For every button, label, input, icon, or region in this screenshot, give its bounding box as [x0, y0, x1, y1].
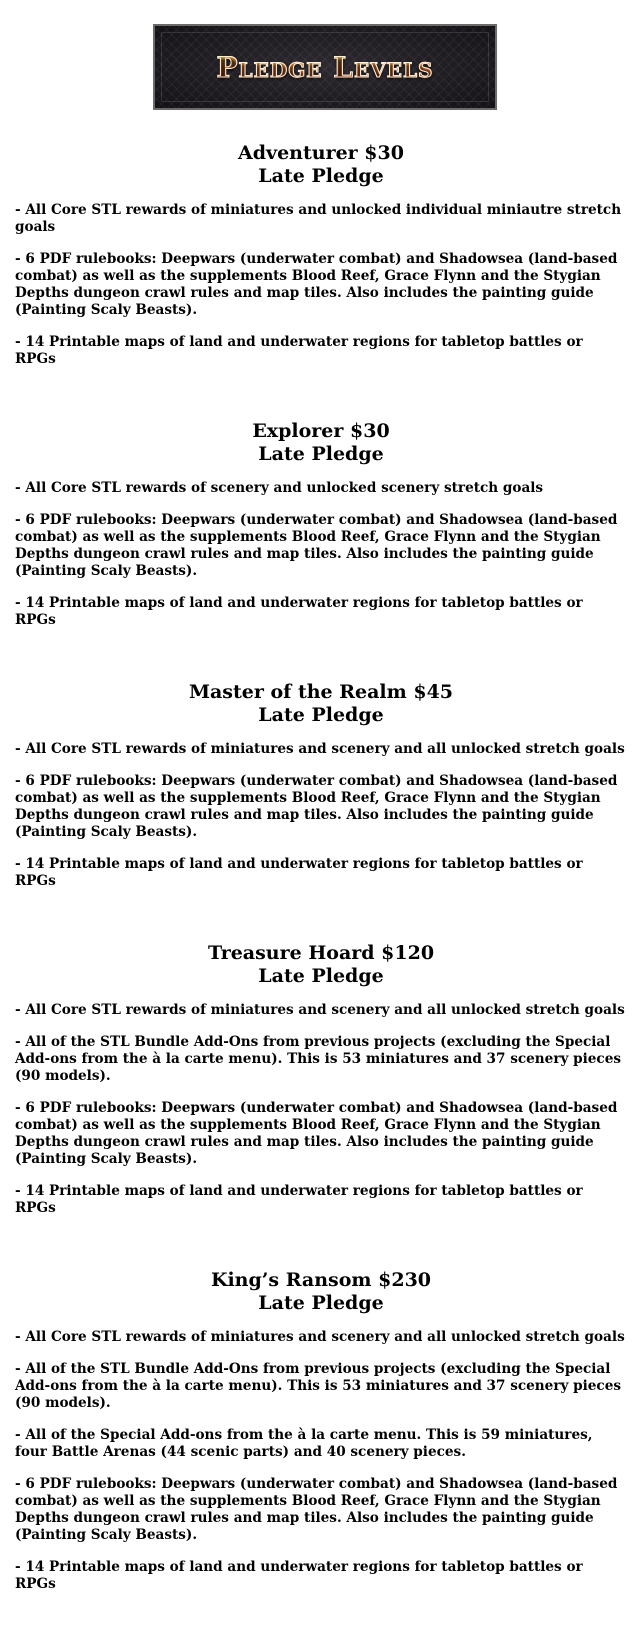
pledge-tier	[15, 420, 627, 629]
pledge-tier	[15, 1269, 627, 1593]
tier-feature: - 6 PDF rulebooks: Deepwars (underwater combat) and Shadowsea (land-based combat) as well as the supplements Blood Reef, Grace Flynn and the Stygian Depths dungeon crawl rules and map tiles. Also includes the painting guide (Painting Scaly Beasts).	[15, 773, 618, 840]
tier-feature: - All Core STL rewards of miniatures and scenery and all unlocked stretch goals	[15, 741, 625, 757]
pledge-tier-list	[15, 142, 627, 1645]
tier-feature: - All of the STL Bundle Add-Ons from previous projects (excluding the Special Add-ons from the à la carte menu). This is 53 miniatures and 37 scenery pieces (90 models).	[15, 1034, 622, 1084]
pledge-levels-banner	[153, 24, 497, 110]
tier-subtitle: Late Pledge	[258, 443, 384, 465]
tier-feature: - All of the Special Add-ons from the à la carte menu. This is 59 miniatures, four Battle Arenas (44 scenic parts) and 40 scenery pieces.	[15, 1427, 593, 1460]
tier-name: Treasure Hoard $120	[207, 942, 435, 964]
tier-subtitle: Late Pledge	[258, 965, 384, 987]
tier-feature: - All of the STL Bundle Add-Ons from previous projects (excluding the Special Add-ons from the à la carte menu). This is 53 miniatures and 37 scenery pieces (90 models).	[15, 1361, 622, 1411]
tier-feature-list	[15, 202, 627, 368]
tier-feature-list	[15, 1002, 627, 1217]
tier-name: Adventurer $30	[238, 142, 404, 164]
tier-subtitle: Late Pledge	[258, 1292, 384, 1314]
tier-feature: - All Core STL rewards of scenery and unlocked scenery stretch goals	[15, 480, 544, 496]
tier-feature: - All Core STL rewards of miniatures and unlocked individual miniautre stretch goals	[15, 202, 622, 235]
tier-feature: - All Core STL rewards of miniatures and scenery and all unlocked stretch goals	[15, 1002, 625, 1018]
tier-feature: - 14 Printable maps of land and underwater regions for tabletop battles or RPGs	[15, 595, 583, 628]
banner-title: Pledge Levels	[216, 50, 434, 84]
tier-subtitle: Late Pledge	[258, 704, 384, 726]
tier-name: Explorer $30	[252, 420, 390, 442]
tier-feature: - 6 PDF rulebooks: Deepwars (underwater combat) and Shadowsea (land-based combat) as well as the supplements Blood Reef, Grace Flynn and the Stygian Depths dungeon crawl rules and map tiles. Also includes the painting guide (Painting Scaly Beasts).	[15, 1100, 618, 1167]
pledge-tier	[15, 142, 627, 368]
tier-feature: - 6 PDF rulebooks: Deepwars (underwater combat) and Shadowsea (land-based combat) as well as the supplements Blood Reef, Grace Flynn and the Stygian Depths dungeon crawl rules and map tiles. Also includes the painting guide (Painting Scaly Beasts).	[15, 1476, 618, 1543]
tier-feature-list	[15, 741, 627, 890]
tier-feature: - 6 PDF rulebooks: Deepwars (underwater combat) and Shadowsea (land-based combat) as well as the supplements Blood Reef, Grace Flynn and the Stygian Depths dungeon crawl rules and map tiles. Also includes the painting guide (Painting Scaly Beasts).	[15, 251, 618, 318]
tier-feature: - 14 Printable maps of land and underwater regions for tabletop battles or RPGs	[15, 1183, 583, 1216]
tier-feature: - 14 Printable maps of land and underwater regions for tabletop battles or RPGs	[15, 856, 583, 889]
tier-feature-list	[15, 1329, 627, 1593]
pledge-tier	[15, 681, 627, 890]
tier-feature: - All Core STL rewards of miniatures and scenery and all unlocked stretch goals	[15, 1329, 625, 1345]
tier-name: Master of the Realm $45	[188, 681, 454, 703]
tier-feature: - 14 Printable maps of land and underwater regions for tabletop battles or RPGs	[15, 1559, 583, 1592]
tier-subtitle: Late Pledge	[258, 165, 384, 187]
tier-feature-list	[15, 480, 627, 629]
tier-feature: - 14 Printable maps of land and underwater regions for tabletop battles or RPGs	[15, 334, 583, 367]
tier-name: King’s Ransom $230	[210, 1269, 432, 1291]
tier-feature: - 6 PDF rulebooks: Deepwars (underwater combat) and Shadowsea (land-based combat) as well as the supplements Blood Reef, Grace Flynn and the Stygian Depths dungeon crawl rules and map tiles. Also includes the painting guide (Painting Scaly Beasts).	[15, 512, 618, 579]
pledge-tier	[15, 942, 627, 1217]
